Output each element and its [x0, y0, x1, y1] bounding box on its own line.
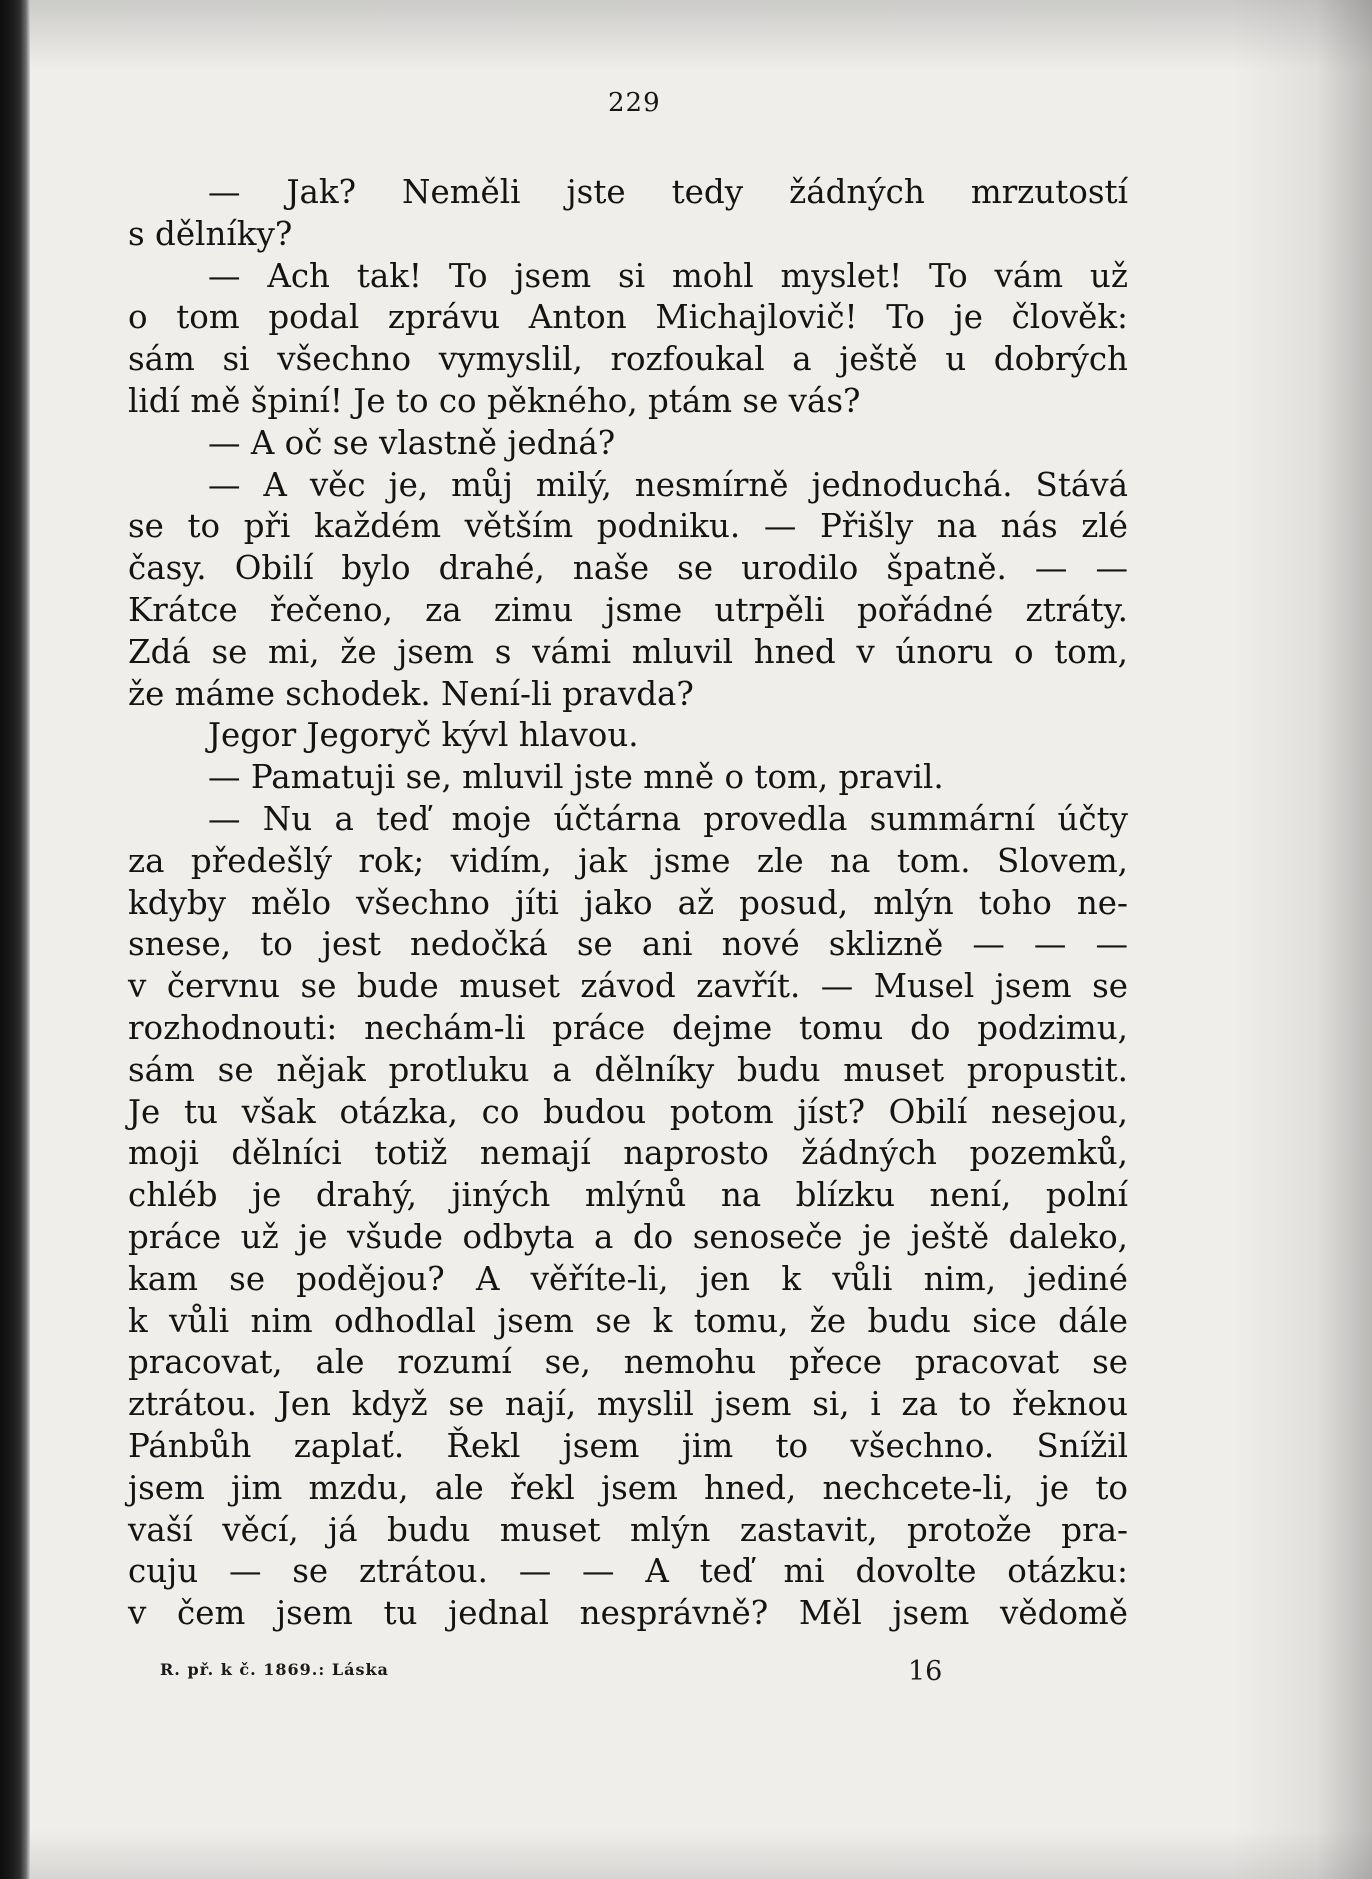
top-edge-shadow — [30, 0, 1372, 70]
text-line: — Jak? Neměli jste tedy žádných mrzutostí — [208, 173, 1128, 211]
text-line: chléb je drahý, jiných mlýnů na blízku není, polní — [128, 1176, 1128, 1215]
text-line: sám si všechno vymyslil, rozfoukal a ještě u dobrých — [128, 340, 1128, 379]
text-line: — Pamatuji se, mluvil jste mně o tom, pravil. — [208, 758, 944, 797]
text-line: — Ach tak! To jsem si mohl myslet! To vám už — [208, 256, 1128, 295]
text-line: kdyby mělo všechno jíti jako až posud, mlýn toho ne- — [128, 883, 1128, 922]
right-edge-shadow — [1232, 0, 1372, 1879]
text-line: se to při každém větším podniku. — Přišly na nás zlé — [128, 507, 1128, 546]
text-line: Zdá se mi, že jsem s vámi mluvil hned v únoru o tom, — [128, 632, 1128, 671]
text-line: rozhodnouti: nechám-li práce dejme tomu do podzimu, — [128, 1008, 1128, 1047]
text-line: Pánbůh zaplať. Řekl jsem jim to všechno. Snížil — [128, 1426, 1128, 1465]
text-line: sám se nějak protluku a dělníky budu muset propustit. — [128, 1050, 1128, 1089]
text-line: časy. Obilí bylo drahé, naše se urodilo špatně. — — — [128, 549, 1128, 588]
text-line: práce už je všude odbyta a do senoseče je ještě daleko, — [128, 1217, 1128, 1256]
text-line: moji dělníci totiž nemají naprosto žádných pozemků, — [128, 1134, 1128, 1173]
text-line: v červnu se bude muset závod zavřít. — Musel jsem se — [128, 967, 1128, 1006]
page-number: 229 — [608, 88, 661, 118]
page-footer — [160, 1656, 960, 1686]
text-line: jsem jim mzdu, ale řekl jsem hned, nechcete-li, je to — [128, 1468, 1128, 1507]
printer-signature: R. př. k č. 1869.: Láska — [160, 1660, 389, 1679]
text-line: v čem jsem tu jednal nesprávně? Měl jsem vědomě — [128, 1594, 1128, 1633]
text-line: Krátce řečeno, za zimu jsme utrpěli pořádné ztráty. — [128, 590, 1128, 629]
text-line: s dělníky? — [128, 214, 293, 253]
text-line: snese, to jest nedočká se ani nové sklizně — — — — [128, 925, 1128, 964]
text-line: — Nu a teď moje účtárna provedla summární účty — [208, 799, 1128, 838]
text-line: vaší věcí, já budu muset mlýn zastavit, protože pra- — [128, 1510, 1128, 1549]
bottom-edge-shadow — [30, 1829, 1372, 1879]
sheet-number: 16 — [908, 1656, 943, 1687]
binding-shadow — [0, 0, 30, 1879]
text-line: kam se podějou? A věříte-li, jen k vůli nim, jediné — [128, 1259, 1128, 1298]
text-line: ztrátou. Jen když se nají, myslil jsem si, i za to řeknou — [128, 1385, 1128, 1424]
text-line: cuju — se ztrátou. — — A teď mi dovolte otázku: — [128, 1552, 1128, 1591]
text-line: lidí mě špiní! Je to co pěkného, ptám se vás? — [128, 381, 861, 420]
text-line: o tom podal zprávu Anton Michajlovič! To je člověk: — [128, 298, 1128, 337]
text-line: Je tu však otázka, co budou potom jíst? Obilí nesejou, — [128, 1092, 1128, 1131]
text-line: k vůli nim odhodlal jsem se k tomu, že budu sice dále — [128, 1301, 1128, 1340]
text-line: — A oč se vlastně jedná? — [208, 423, 616, 462]
body-text — [128, 172, 1128, 1635]
text-line: že máme schodek. Není-li pravda? — [128, 674, 694, 713]
text-line: za předešlý rok; vidím, jak jsme zle na tom. Slovem, — [128, 841, 1128, 880]
text-line: — A věc je, můj milý, nesmírně jednoduchá. Stává — [208, 465, 1128, 504]
text-line: pracovat, ale rozumí se, nemohu přece pracovat se — [128, 1343, 1128, 1382]
text-line: Jegor Jegoryč kývl hlavou. — [208, 716, 639, 755]
